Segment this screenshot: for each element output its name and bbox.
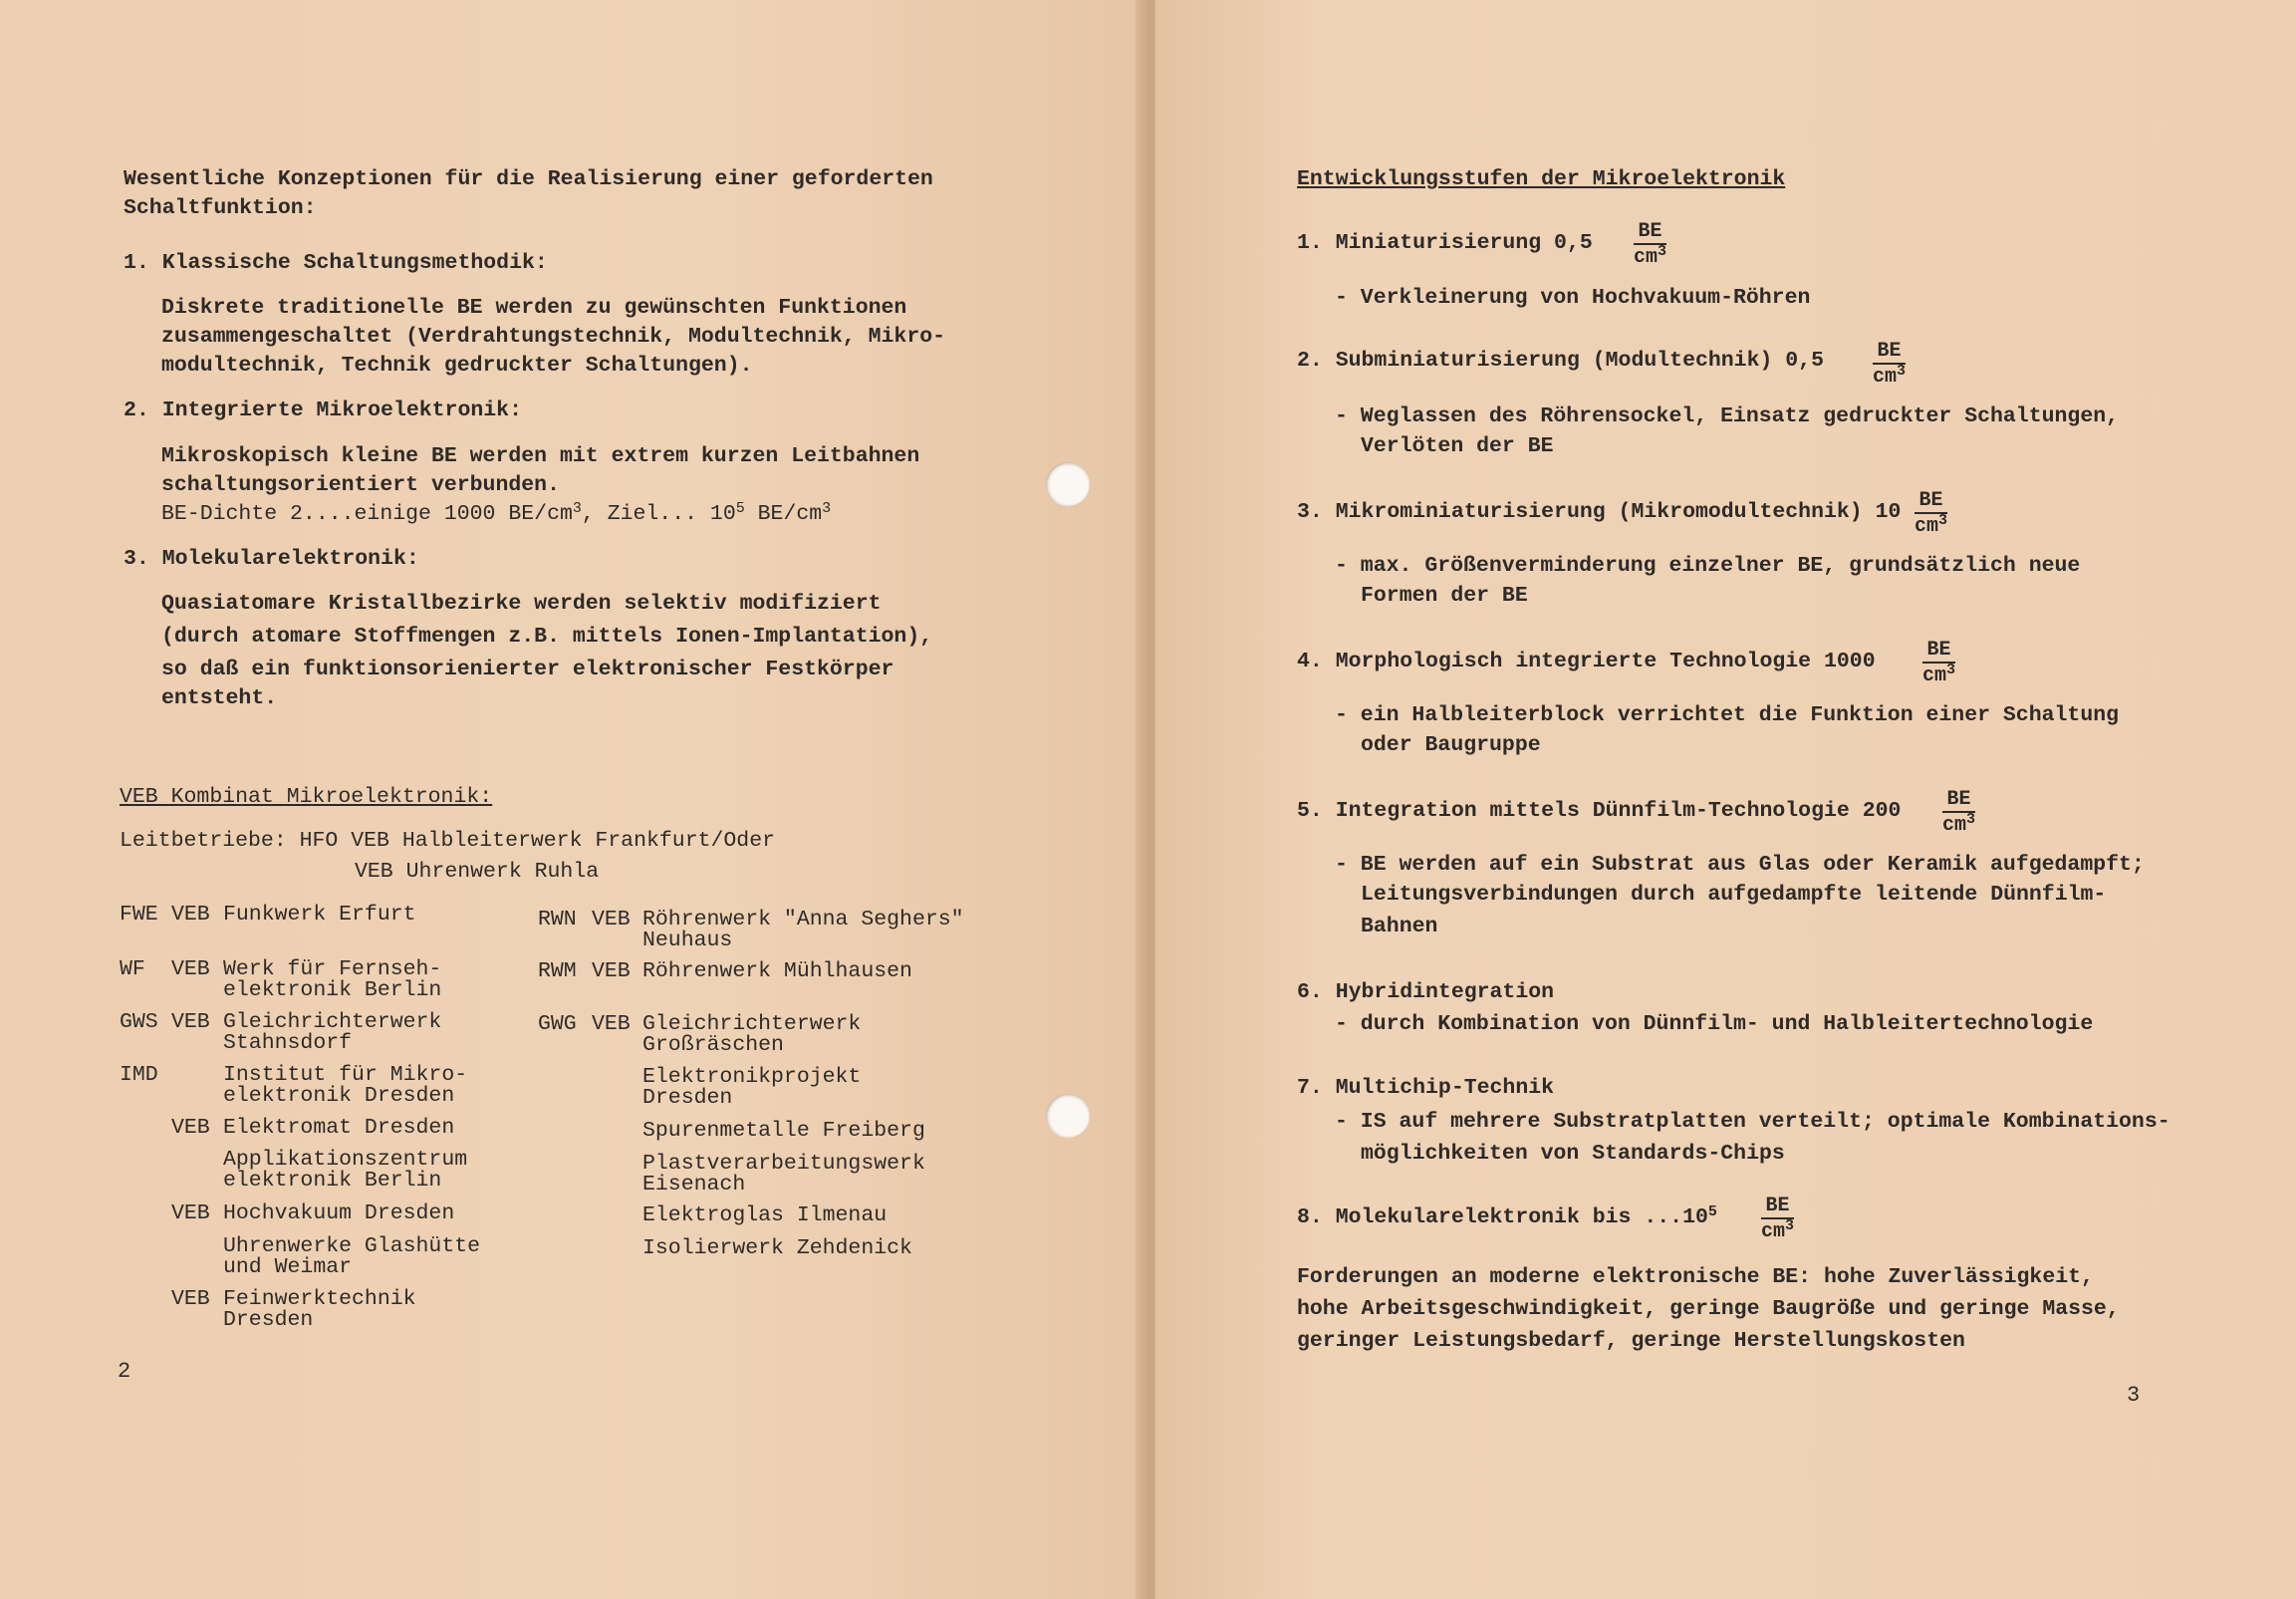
item3-title: 3. Molekularelektronik: xyxy=(124,547,419,571)
company-abbr: RWN xyxy=(538,908,577,932)
company-veb: VEB xyxy=(592,1012,631,1036)
unit-fraction: $\frac{BE}{cm^3}$ xyxy=(1761,1195,1795,1243)
stage-5-desc: Bahnen xyxy=(1361,915,1438,938)
company-name: Gleichrichterwerk xyxy=(223,1010,442,1034)
company-veb: VEB xyxy=(592,908,631,932)
be-density-line: BE-Dichte 2....einige 1000 $BE/cm^3$, Ziel... $10^5$ $BE/cm^3$ xyxy=(161,500,832,526)
company-name: Applikationszentrum xyxy=(223,1148,468,1172)
company-name: Werk für Fernseh- xyxy=(223,957,442,981)
company-abbr: GWS xyxy=(120,1010,158,1034)
left-heading-line-2: Schaltfunktion: xyxy=(124,196,317,220)
company-name: Dresden xyxy=(642,1086,733,1110)
punch-hole xyxy=(1046,1094,1090,1138)
stage-8-title: 8. Molekularelektronik bis ...10$^5$ xyxy=(1297,1203,1717,1229)
stage-3-desc: - max. Größenverminderung einzelner BE, grundsätzlich neue xyxy=(1335,554,2081,578)
item2-text: schaltungsorientiert verbunden. xyxy=(161,473,560,497)
item3-text: so daß ein funktionsorienierter elektronischer Festkörper xyxy=(161,658,894,681)
requirements-text: Forderungen an moderne elektronische BE: hohe Zuverlässigkeit, xyxy=(1297,1265,2094,1289)
company-name: Plastverarbeitungswerk xyxy=(642,1152,925,1176)
stage-6-title: 6. Hybridintegration xyxy=(1297,980,1555,1004)
item2-title: 2. Integrierte Mikroelektronik: xyxy=(124,399,522,422)
company-name: Institut für Mikro- xyxy=(223,1063,468,1087)
item3-text: (durch atomare Stoffmengen z.B. mittels Ionen-Implantation), xyxy=(161,625,933,649)
company-name: Funkwerk Erfurt xyxy=(223,903,416,927)
stage-4-title: 4. Morphologisch integrierte Technologie 1000 xyxy=(1297,650,1876,673)
punch-hole xyxy=(1046,462,1090,506)
company-name: Großräschen xyxy=(642,1033,784,1057)
unit-fraction: $\frac{BE}{cm^3}$ xyxy=(1634,220,1667,269)
company-name: Isolierwerk Zehdenick xyxy=(642,1236,912,1260)
requirements-text: hohe Arbeitsgeschwindigkeit, geringe Baugröße und geringe Masse, xyxy=(1297,1297,2120,1321)
company-veb: VEB xyxy=(171,1201,210,1225)
company-name: elektronik Berlin xyxy=(223,978,442,1002)
stage-2-desc: Verlöten der BE xyxy=(1361,434,1554,458)
item1-text: Diskrete traditionelle BE werden zu gewünschten Funktionen xyxy=(161,296,907,320)
company-name: Dresden xyxy=(223,1308,314,1332)
stage-5-desc: Leitungsverbindungen durch aufgedampfte leitende Dünnfilm- xyxy=(1361,883,2107,907)
company-veb: VEB xyxy=(171,903,210,927)
company-name: Röhrenwerk "Anna Seghers" xyxy=(642,908,964,932)
stage-3-desc: Formen der BE xyxy=(1361,584,1528,608)
stage-5-title: 5. Integration mittels Dünnfilm-Technologie 200 xyxy=(1297,799,1902,823)
company-abbr: IMD xyxy=(120,1063,158,1087)
stage-1-title: 1. Miniaturisierung 0,5 xyxy=(1297,231,1593,255)
company-name: Elektromat Dresden xyxy=(223,1116,455,1140)
page-number: 2 xyxy=(118,1359,131,1384)
company-name: Feinwerktechnik xyxy=(223,1287,416,1311)
left-heading-line-1: Wesentliche Konzeptionen für die Realisierung einer geforderten xyxy=(124,167,933,191)
company-name: Uhrenwerke Glashütte xyxy=(223,1234,481,1258)
company-name: und Weimar xyxy=(223,1255,353,1279)
item1-title: 1. Klassische Schaltungsmethodik: xyxy=(124,251,548,275)
company-veb: VEB xyxy=(171,957,210,981)
leitbetriebe-line: VEB Uhrenwerk Ruhla xyxy=(355,860,600,884)
item1-text: modultechnik, Technik gedruckter Schaltungen). xyxy=(161,354,753,378)
company-veb: VEB xyxy=(171,1010,210,1034)
company-abbr: RWM xyxy=(538,959,577,983)
stage-3-title: 3. Mikrominiaturisierung (Mikromodultechnik) 10 xyxy=(1297,500,1902,524)
company-name: Elektroglas Ilmenau xyxy=(642,1203,888,1227)
leitbetriebe-line: Leitbetriebe: HFO VEB Halbleiterwerk Frankfurt/Oder xyxy=(120,829,776,853)
unit-fraction: $\frac{BE}{cm^3}$ xyxy=(1942,788,1976,837)
company-name: Neuhaus xyxy=(642,929,733,952)
unit-fraction: $\frac{BE}{cm^3}$ xyxy=(1922,639,1956,687)
item2-text: Mikroskopisch kleine BE werden mit extrem kurzen Leitbahnen xyxy=(161,444,920,468)
unit-fraction: $\frac{BE}{cm^3}$ xyxy=(1914,489,1948,538)
company-name: Hochvakuum Dresden xyxy=(223,1201,455,1225)
stage-1-desc: - Verkleinerung von Hochvakuum-Röhren xyxy=(1335,286,1811,310)
stage-7-desc: - IS auf mehrere Substratplatten verteilt; optimale Kombinations- xyxy=(1335,1110,2170,1134)
company-abbr: WF xyxy=(120,957,145,981)
stage-7-title: 7. Multichip-Technik xyxy=(1297,1076,1555,1100)
right-page xyxy=(1155,0,2296,1599)
page-number: 3 xyxy=(2127,1383,2141,1408)
stage-7-desc: möglichkeiten von Standards-Chips xyxy=(1361,1142,1785,1166)
company-name: Stahnsdorf xyxy=(223,1031,353,1055)
company-name: Spurenmetalle Freiberg xyxy=(642,1119,925,1143)
right-heading: Entwicklungsstufen der Mikroelektronik xyxy=(1297,167,1786,191)
item1-text: zusammengeschaltet (Verdrahtungstechnik, Modultechnik, Mikro- xyxy=(161,325,946,349)
company-name: elektronik Dresden xyxy=(223,1084,455,1108)
company-name: Gleichrichterwerk xyxy=(642,1012,862,1036)
stage-4-desc: oder Baugruppe xyxy=(1361,733,1541,757)
item3-text: Quasiatomare Kristallbezirke werden selektiv modifiziert xyxy=(161,592,882,616)
left-page xyxy=(0,0,1146,1599)
stage-2-desc: - Weglassen des Röhrensockel, Einsatz gedruckter Schaltungen, xyxy=(1335,404,2120,428)
company-name: Elektronikprojekt xyxy=(642,1065,862,1089)
company-veb: VEB xyxy=(171,1116,210,1140)
stage-2-title: 2. Subminiaturisierung (Modultechnik) 0,5 xyxy=(1297,349,1824,373)
unit-fraction: $\frac{BE}{cm^3}$ xyxy=(1873,340,1907,389)
company-name: elektronik Berlin xyxy=(223,1169,442,1193)
stage-5-desc: - BE werden auf ein Substrat aus Glas oder Keramik aufgedampft; xyxy=(1335,853,2145,877)
company-name: Röhrenwerk Mühlhausen xyxy=(642,959,912,983)
kombinat-heading: VEB Kombinat Mikroelektronik: xyxy=(120,785,493,809)
company-abbr: FWE xyxy=(120,903,158,927)
company-veb: VEB xyxy=(592,959,631,983)
stage-6-desc: - durch Kombination von Dünnfilm- und Halbleitertechnologie xyxy=(1335,1012,2094,1036)
company-abbr: GWG xyxy=(538,1012,577,1036)
stage-4-desc: - ein Halbleiterblock verrichtet die Funktion einer Schaltung xyxy=(1335,703,2120,727)
company-veb: VEB xyxy=(171,1287,210,1311)
requirements-text: geringer Leistungsbedarf, geringe Herstellungskosten xyxy=(1297,1329,1965,1353)
item3-text: entsteht. xyxy=(161,686,278,710)
company-name: Eisenach xyxy=(642,1173,746,1197)
